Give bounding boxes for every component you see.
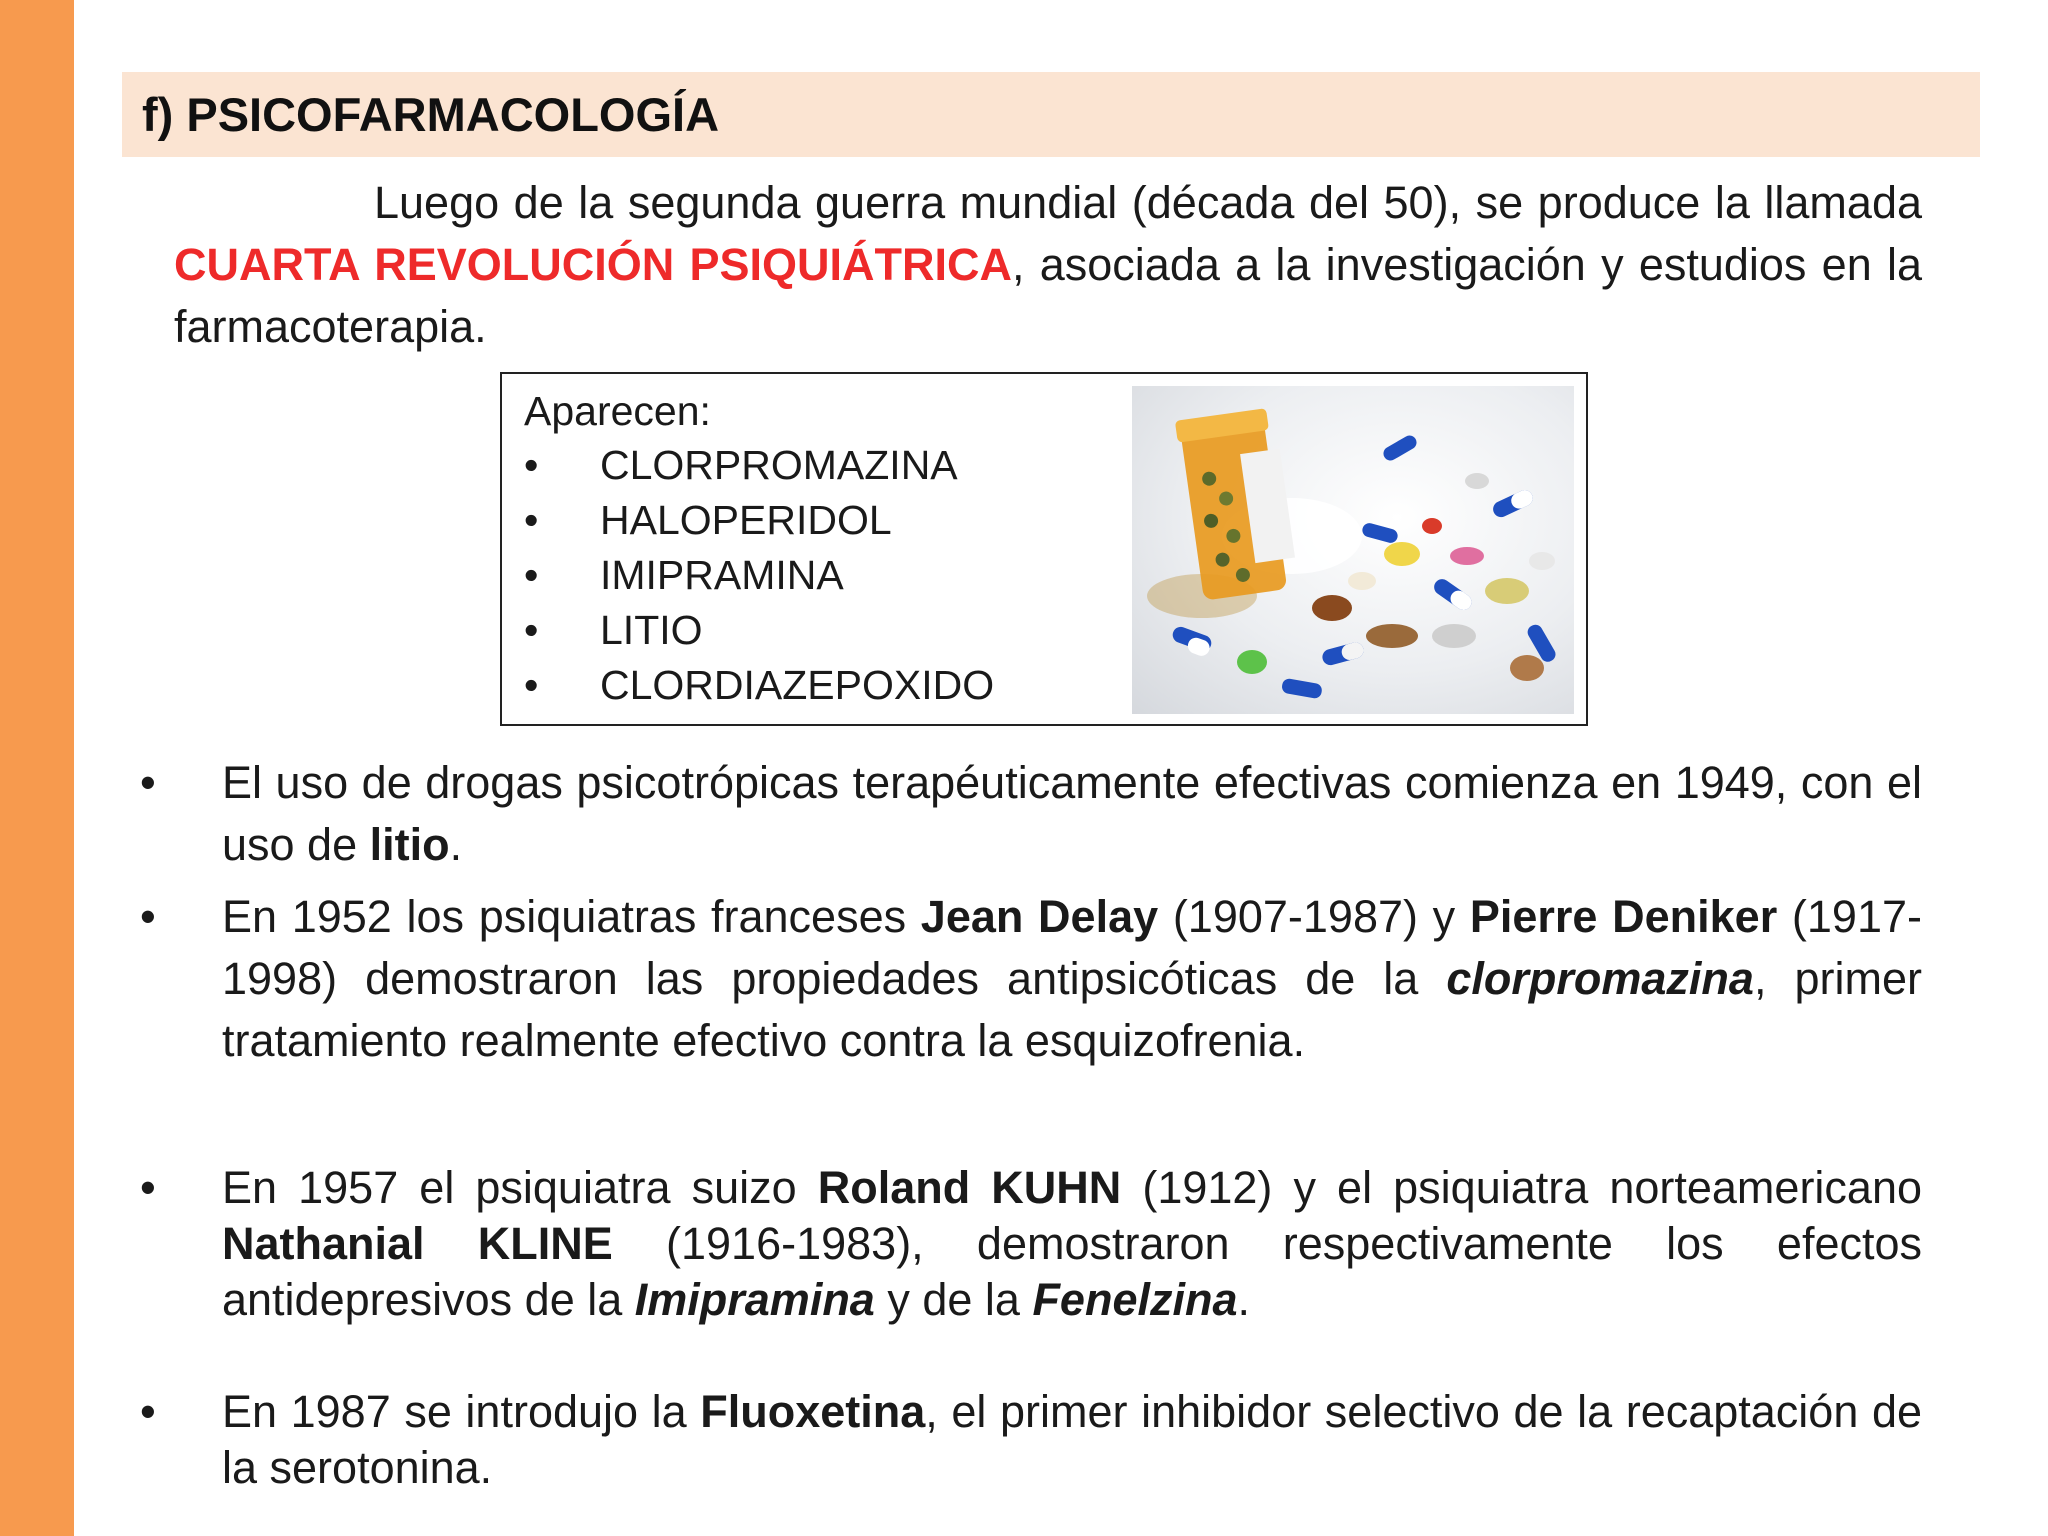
bold-run: Jean Delay (920, 891, 1159, 942)
text-run: y de la (874, 1274, 1033, 1325)
bold-italic-run: Imipramina (634, 1274, 875, 1325)
bullet-mark: • (524, 607, 539, 653)
bullet-mark: • (140, 1386, 156, 1437)
drugs-box-lead: Aparecen: (524, 388, 711, 434)
title-bar (122, 72, 1980, 157)
bold-italic-run: clorpromazina (1446, 953, 1754, 1004)
text-run: En 1952 los psiquiatras franceses (222, 891, 921, 942)
text-run: (1907-1987) y (1158, 891, 1470, 942)
text-run: (1917-1998) demostraron las propiedades antipsicóticas de la (222, 891, 1922, 1004)
drug-item (524, 658, 994, 713)
text-run: . (449, 819, 463, 870)
drug-item (524, 603, 994, 658)
bold-italic-run: Fenelzina (1032, 1274, 1238, 1325)
bullet-text (222, 1384, 1922, 1496)
bullet-text (222, 752, 1922, 876)
text-run: (1912) y el psiquiatra norteamericano (1121, 1162, 1923, 1213)
intro-highlight: CUARTA REVOLUCIÓN PSIQUIÁTRICA (174, 239, 1012, 290)
bullet-text (222, 1160, 1922, 1328)
bullet-mark: • (140, 1162, 156, 1213)
drug-item (524, 493, 994, 548)
drug-item (524, 438, 994, 493)
bullet-text (222, 886, 1922, 1072)
text-run: , el primer inhibidor selectivo de la recaptación de la serotonina. (222, 1386, 1922, 1493)
text-run: , primer tratamiento realmente efectivo contra la esquizofrenia. (222, 953, 1922, 1066)
text-run: El uso de drogas psicotrópicas terapéuticamente efectivas comienza en 1949, con el uso de (222, 757, 1922, 870)
bullet-mark: • (524, 662, 539, 708)
bold-run: Nathanial KLINE (222, 1218, 613, 1269)
bold-run: Fluoxetina (700, 1386, 926, 1437)
pills-photo (1132, 386, 1574, 714)
bold-run: litio (369, 819, 450, 870)
drug-name: HALOPERIDOL (600, 497, 892, 543)
text-run: . (1237, 1274, 1251, 1325)
slide-title: f) PSICOFARMACOLOGÍA (142, 88, 720, 141)
drug-name: CLORDIAZEPOXIDO (600, 662, 995, 708)
text-run: En 1957 el psiquiatra suizo (222, 1162, 818, 1213)
drug-name: IMIPRAMINA (600, 552, 844, 598)
text-run: En 1987 se introdujo la (222, 1386, 701, 1437)
bullet-mark: • (524, 497, 539, 543)
drug-name: CLORPROMAZINA (600, 442, 958, 488)
intro-text-1: Luego de la segunda guerra mundial (década del 50), se produce la llamada (374, 177, 1922, 228)
bold-run: Pierre Deniker (1469, 891, 1778, 942)
bullet-mark: • (524, 552, 539, 598)
drugs-list (524, 438, 994, 713)
drugs-box (500, 372, 1588, 726)
bold-run: Roland KUHN (817, 1162, 1122, 1213)
drug-item (524, 548, 994, 603)
bullet-mark: • (140, 891, 156, 942)
intro-text-2: , asociada a la investigación y estudios en la farmacoterapia. (174, 239, 1923, 352)
pills-illustration (1132, 386, 1574, 714)
bullet-mark: • (140, 757, 156, 808)
bullet-mark: • (524, 442, 539, 488)
drug-name: LITIO (600, 607, 703, 653)
left-accent-band (0, 0, 74, 1536)
text-run: (1916-1983), demostraron respectivamente los efectos antidepresivos de la (222, 1218, 1923, 1325)
intro-paragraph (174, 172, 1922, 358)
